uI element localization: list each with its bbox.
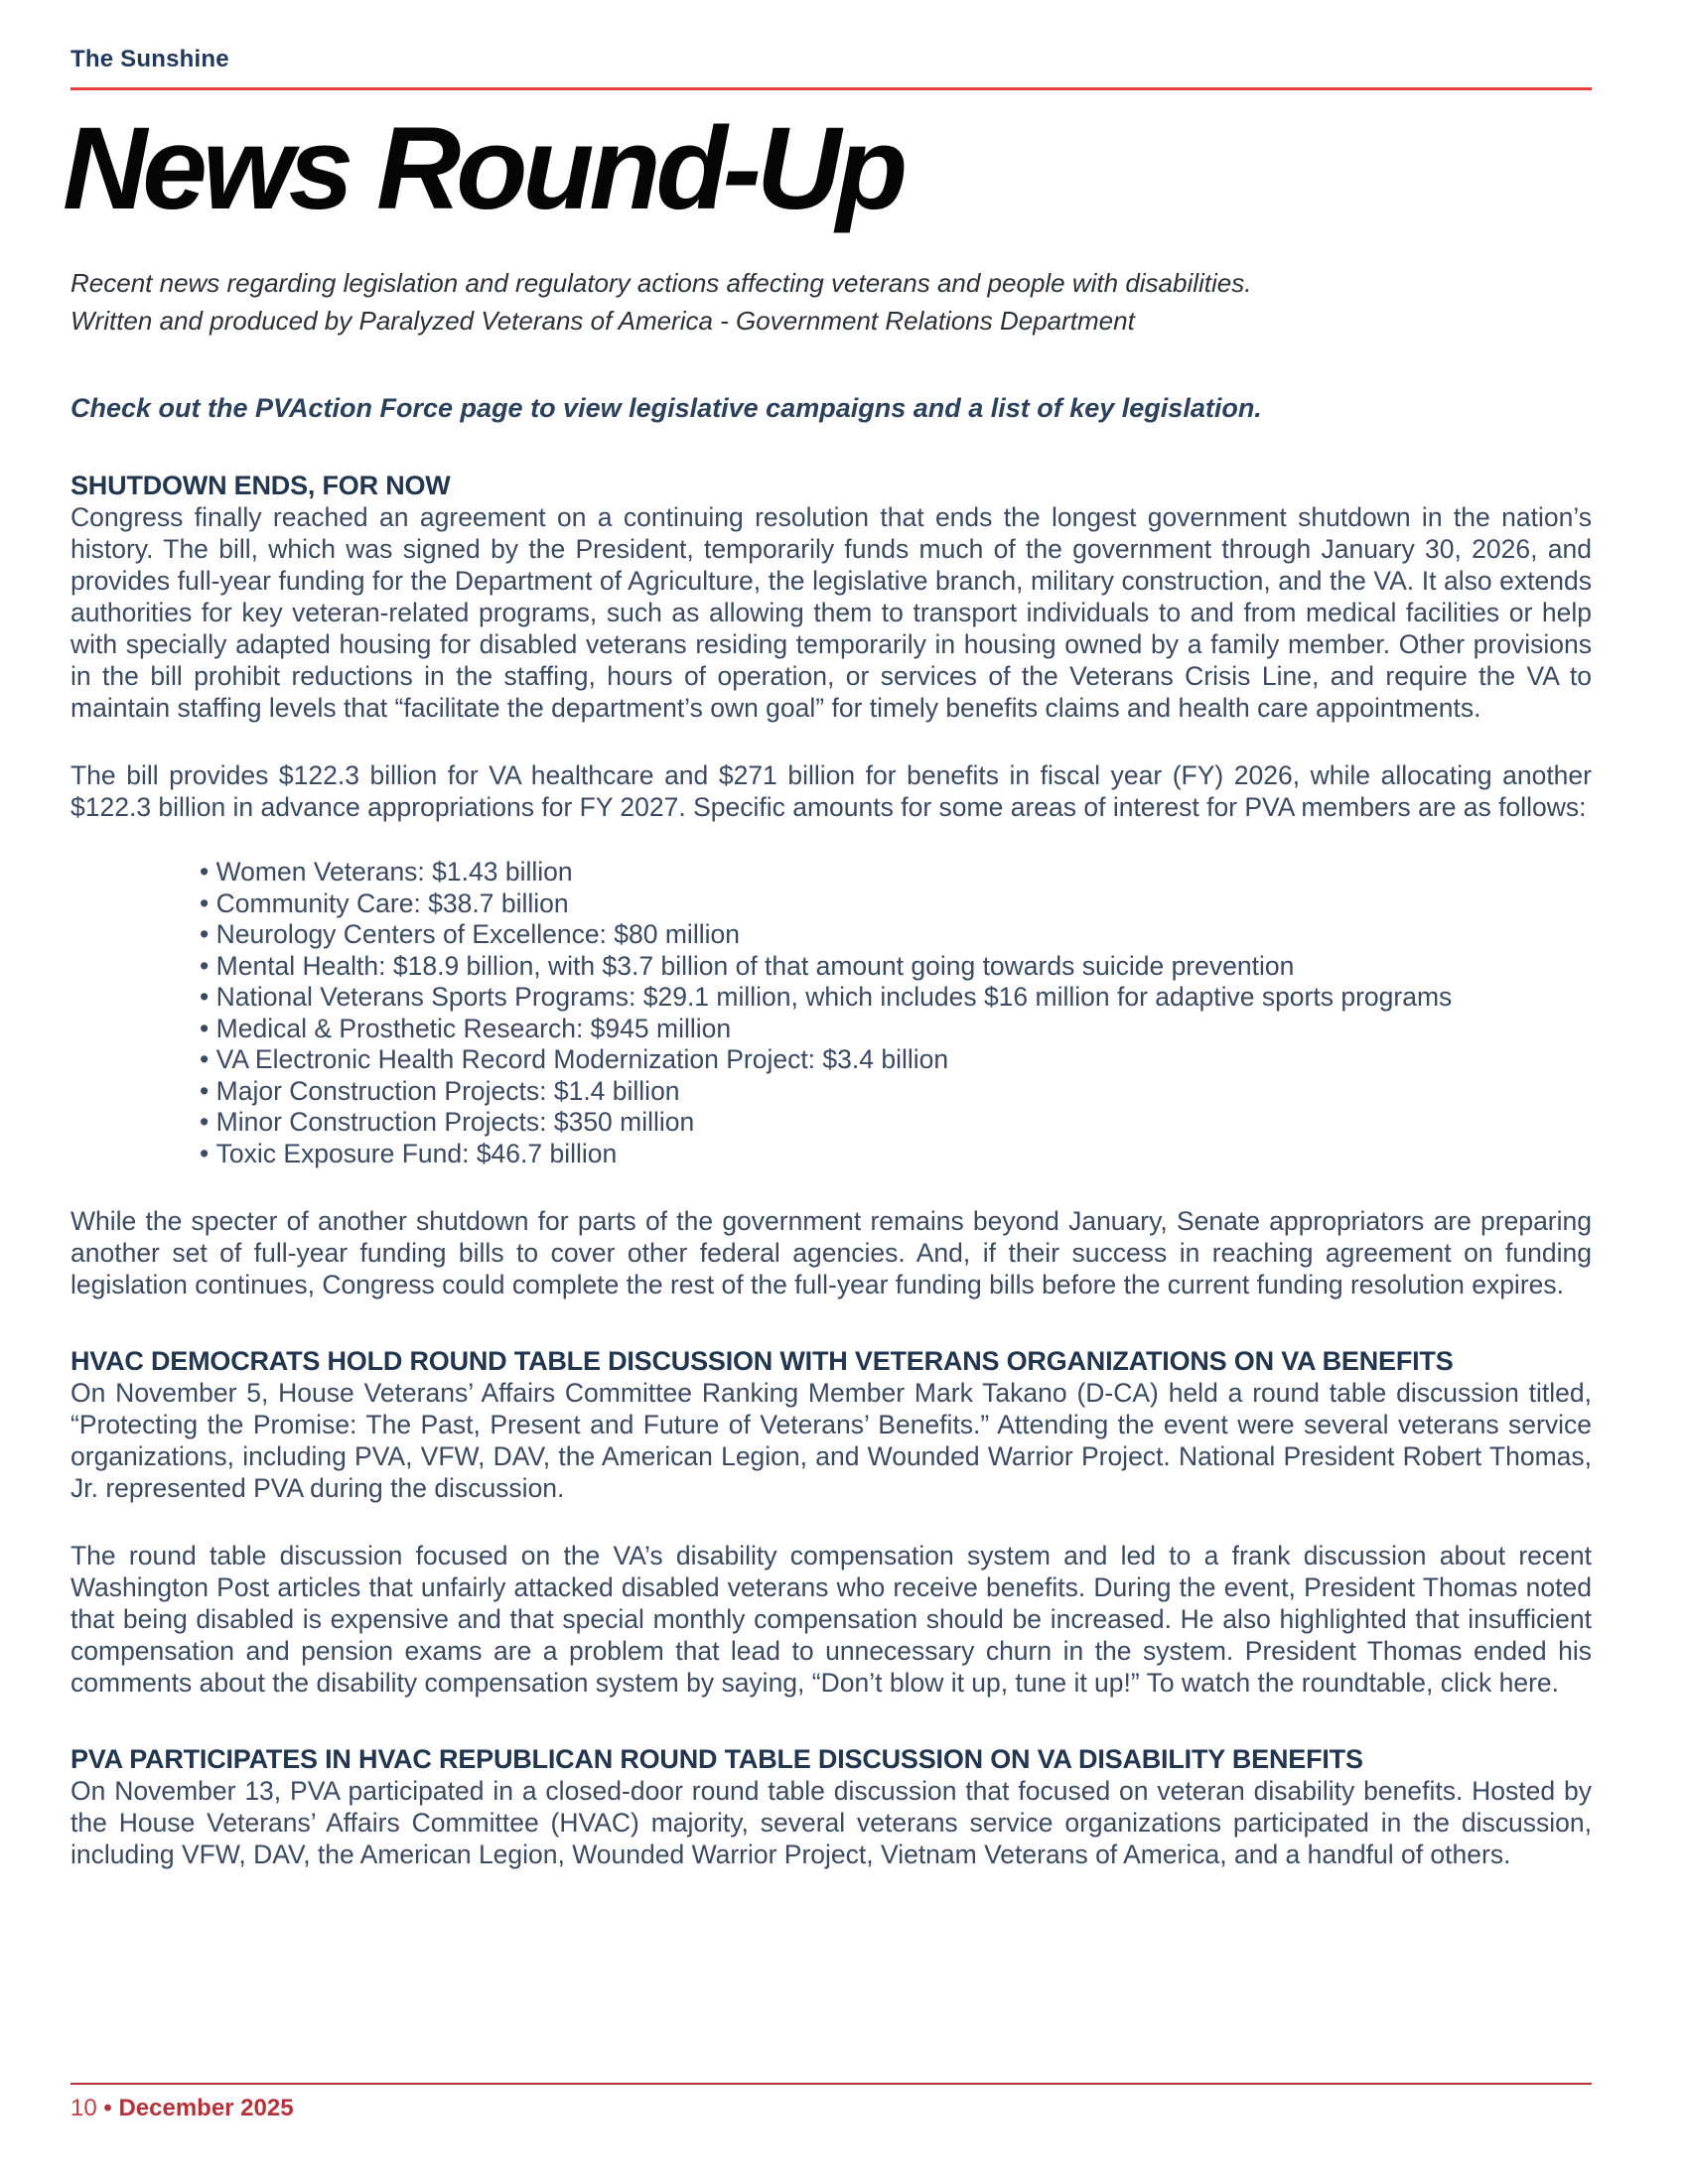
callout-note: Check out the PVAction Force page to view legislative campaigns and a list of key legislation. [70,393,1262,424]
page-title: News Round-Up [63,103,904,234]
intro-line-2: Written and produced by Paralyzed Veterans of America - Government Relations Department [70,306,1135,337]
paragraph-text: The round table discussion focused on the VA’s disability compensation system and led to a frank discussion about recent Washington Post articles that unfairly attacked disabled veterans who receive benefits. During the event, President Thomas noted that being disabled is expensive and that special monthly compensation should be increased. He also highlighted that insufficient compensation and pension exams are a problem that lead to unnecessary churn in the system. President Thomas ended his comments about the disability compensation system by saying, “Don’t blow it up, tune it up!” To watch the roundtable, [70,1541,1592,1699]
paragraph: The bill provides $122.3 billion for VA healthcare and $271 billion for benefits in fiscal year (FY) 2026, while allocating another $122.3 billion in advance appropriations for FY 2027. Specific amounts for some areas of interest for PVA members are as follows: [70,760,1592,823]
paragraph: On November 13, PVA participated in a closed-door round table discussion that focused on veteran disability benefits. Hosted by the House Veterans’ Affairs Committee (HVAC) majority, several veterans service organizations participated in the discussion, including VFW, DAV, the American Legion, Wounded Warrior Project, Vietnam Veterans of America, and a handful of others. [70,1776,1592,1870]
footer-separator-dot: • [103,2095,112,2121]
funding-item: • VA Electronic Health Record Modernization Project: $3.4 billion [200,1044,1592,1076]
paragraph: Congress finally reached an agreement on a continuing resolution that ends the longest government shutdown in the nation’s history. The bill, which was signed by the President, temporarily funds much of the government through January 30, 2026, and provides full-year funding for the Department of Agriculture, the legislative branch, military construction, and the VA. It also extends authorities for key veteran-related programs, such as allowing them to transport individuals to and from medical facilities or help with specially adapted housing for disabled veterans residing temporarily in housing owned by a family member. Other provisions in the bill prohibit reductions in the staffing, hours of operation, or services of the Veterans Crisis Line, and require the VA to maintain staffing levels that “facilitate the department’s own goal” for timely benefits claims and health care appointments. [70,502,1592,724]
footer-text [70,2094,1592,2123]
funding-item: • Community Care: $38.7 billion [200,888,1592,920]
paragraph [70,1540,1592,1699]
section-heading-hvac-democrats: HVAC DEMOCRATS HOLD ROUND TABLE DISCUSSION WITH VETERANS ORGANIZATIONS ON VA BENEFITS [70,1346,1454,1377]
page-number: 10 [70,2095,97,2121]
section-hvac-republican [70,1743,1592,1870]
issue-date: December 2025 [118,2095,294,2121]
section-shutdown [70,470,1592,1300]
section-hvac-democrats [70,1345,1592,1699]
funding-item: • Neurology Centers of Excellence: $80 million [200,919,1592,951]
funding-item: • Medical & Prosthetic Research: $945 million [200,1014,1592,1045]
intro-line-1: Recent news regarding legislation and regulatory actions affecting veterans and people with disabilities. [70,268,1252,299]
section-heading-hvac-republican: PVA PARTICIPATES IN HVAC REPUBLICAN ROUND TABLE DISCUSSION ON VA DISABILITY BENEFITS [70,1744,1363,1775]
funding-item: • National Veterans Sports Programs: $29.1 million, which includes $16 million for adaptive sports programs [200,982,1592,1014]
publication-name: The Sunshine [70,46,229,72]
section-heading-shutdown: SHUTDOWN ENDS, FOR NOW [70,471,451,501]
funding-item: • Toxic Exposure Fund: $46.7 billion [200,1139,1592,1170]
paragraph-text: . [1551,1668,1560,1699]
funding-list [70,857,1592,1169]
watch-roundtable-link[interactable]: click here [1440,1668,1552,1699]
paragraph: While the specter of another shutdown for parts of the government remains beyond January, Senate appropriators are preparing another set of full-year funding bills to cover other federal agencies. And, if their success in reaching agreement on funding legislation continues, Congress could complete the rest of the full-year funding bills before the current funding resolution expires. [70,1206,1592,1300]
page-footer [70,2083,1592,2123]
funding-item: • Mental Health: $18.9 billion, with $3.7 billion of that amount going towards suicide prevention [200,951,1592,983]
funding-item: • Women Veterans: $1.43 billion [200,857,1592,888]
intro-block [70,264,1592,340]
paragraph: On November 5, House Veterans’ Affairs Committee Ranking Member Mark Takano (D-CA) held a round table discussion titled, “Protecting the Promise: The Past, Present and Future of Veterans’ Benefits.” Attending the event were several veterans service organizations, including PVA, VFW, DAV, the American Legion, and Wounded Warrior Project. National President Robert Thomas, Jr. represented PVA during the discussion. [70,1378,1592,1504]
funding-item: • Major Construction Projects: $1.4 billion [200,1076,1592,1108]
header-rule [70,87,1592,90]
funding-item: • Minor Construction Projects: $350 million [200,1107,1592,1139]
footer-rule [70,2083,1592,2085]
